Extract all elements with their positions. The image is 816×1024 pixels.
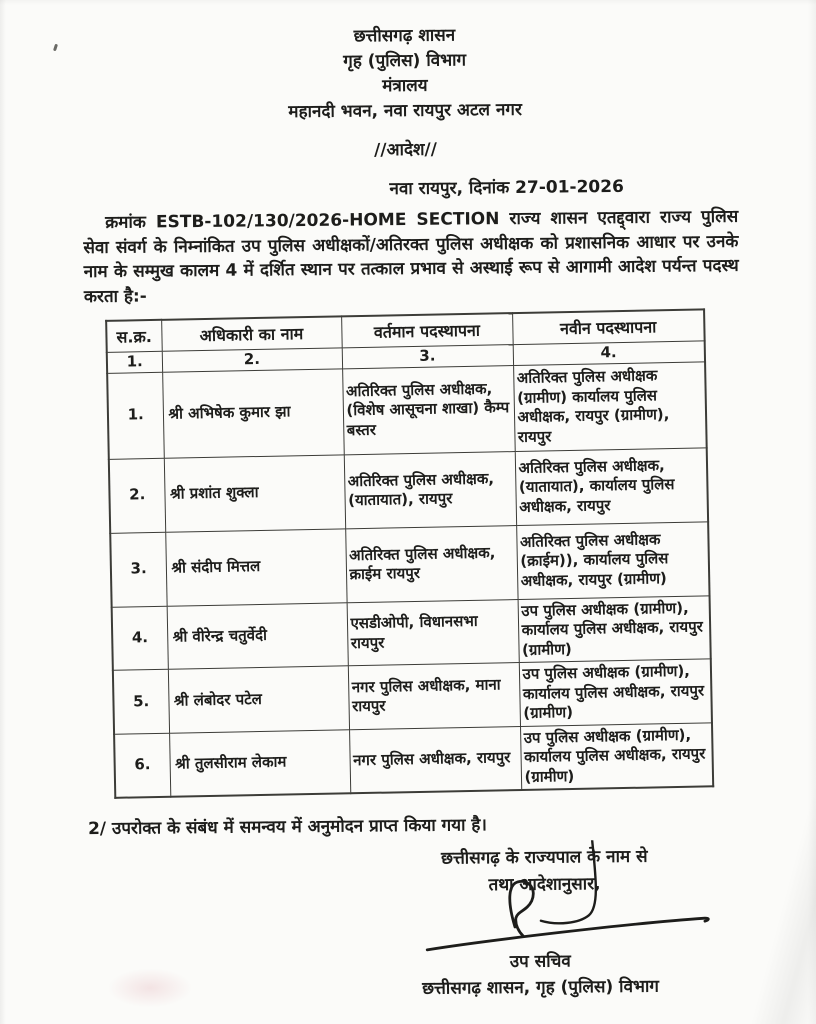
- cell-current-posting: अतिरिक्त पुलिस अधीक्षक, क्राईम रायपुर: [345, 525, 517, 602]
- signatory-block: [375, 947, 705, 1002]
- signature-area: [4, 838, 816, 1024]
- document-header: [0, 20, 813, 128]
- government-name: छत्तीसगढ़ शासन: [353, 25, 456, 47]
- col-header-current-posting: वर्तमान पदस्थापना: [341, 313, 513, 348]
- table-row: [107, 361, 707, 458]
- cell-current-posting: एसडीओपी, विधानसभा रायपुर: [347, 599, 519, 666]
- cell-current-posting: अतिरिक्त पुलिस अधीक्षक, (विशेष आसूचना शाखा) कैम्प बस्तर: [342, 365, 515, 454]
- cell-current-posting: नगर पुलिस अधीक्षक, माना रायपुर: [348, 663, 520, 730]
- cell-officer-name: श्री वीरेन्द्र चतुर्वेदी: [167, 602, 348, 669]
- table-row: [109, 447, 708, 532]
- cell-new-posting: उप पुलिस अधीक्षक (ग्रामीण), कार्यालय पुलिस अधीक्षक, रायपुर (ग्रामीण): [519, 659, 712, 726]
- department-name: गृह (पुलिस) विभाग: [343, 50, 467, 72]
- cell-sno: 6.: [114, 733, 170, 798]
- signatory-department: छत्तीसगढ़ शासन, गृह (पुलिस) विभाग: [422, 976, 660, 999]
- place-date-line: नवा रायपुर, दिनांक 27-01-2026: [389, 176, 624, 200]
- cell-officer-name: श्री लंबोदर पटेल: [168, 666, 349, 733]
- cell-sno: 5.: [113, 669, 169, 734]
- cell-sno: 4.: [112, 606, 168, 671]
- cell-sno: 3.: [110, 532, 166, 607]
- transfer-table: [105, 308, 714, 798]
- table-row: [113, 659, 712, 734]
- cell-new-posting: अतिरिक्त पुलिस अधीक्षक (ग्रामीण) कार्यालय पुलिस अधीक्षक, रायपुर (ग्रामीण), रायपुर: [513, 361, 707, 451]
- cell-new-posting: अतिरिक्त पुलिस अधीक्षक, (यातायात), कार्यालय पुलिस अधीक्षक, रायपुर: [515, 447, 708, 525]
- col-number-2: 2.: [162, 348, 342, 372]
- address-line: महानदी भवन, नवा रायपुर अटल नगर: [288, 99, 522, 123]
- cell-current-posting: नगर पुलिस अधीक्षक, रायपुर: [349, 726, 521, 793]
- cell-officer-name: श्री तुलसीराम लेकाम: [169, 729, 350, 796]
- cell-new-posting: उप पुलिस अधीक्षक (ग्रामीण), कार्यालय पुलिस अधीक्षक, रायपुर (ग्रामीण): [520, 722, 713, 790]
- col-number-3: 3.: [342, 345, 513, 369]
- order-title: //आदेश//: [374, 139, 438, 161]
- table-row: [114, 722, 713, 797]
- ministry-name: मंत्रालय: [382, 75, 428, 97]
- cell-officer-name: श्री प्रशांत शुक्ला: [164, 454, 345, 531]
- cell-new-posting: अतिरिक्त पुलिस अधीक्षक (क्राईम)), कार्यालय पुलिस अधीक्षक, रायपुर (ग्रामीण): [516, 521, 709, 599]
- col-header-sno: स.क्र.: [106, 320, 162, 353]
- cell-current-posting: अतिरिक्त पुलिस अधीक्षक, (यातायात), रायपुर: [344, 451, 516, 528]
- cell-officer-name: श्री अभिषेक कुमार झा: [162, 368, 344, 457]
- col-header-officer-name: अधिकारी का नाम: [161, 316, 342, 351]
- table-row: [112, 595, 711, 670]
- approval-clause: 2/ उपरोक्त के संबंध में समन्वय में अनुमोदन प्राप्त किया गया है।: [87, 815, 487, 840]
- cell-sno: 1.: [107, 372, 164, 459]
- cell-sno: 2.: [109, 458, 165, 533]
- table-row: [110, 521, 709, 606]
- cell-new-posting: उप पुलिस अधीक्षक (ग्रामीण), कार्यालय पुलिस अधीक्षक, रायपुर (ग्रामीण): [518, 595, 711, 662]
- col-number-4: 4.: [513, 341, 705, 365]
- cell-officer-name: श्री संदीप मित्तल: [165, 528, 346, 605]
- by-order-line-2: तथा आदेशानुसार,: [488, 874, 601, 896]
- by-order-line-1: छत्तीसगढ़ के राज्यपाल के नाम से: [441, 846, 648, 869]
- signatory-designation: उप सचिव: [509, 951, 571, 973]
- col-header-new-posting: नवीन पदस्थापना: [512, 309, 705, 344]
- order-paragraph: क्रमांक ESTB-102/130/2026-HOME SECTION राज्य शासन एतद्द्वारा राज्य पुलिस सेवा संवर्ग के निम्नांकित उप पुलिस अधीक्षकों/अतिरक्त पुलिस अधीक्षक को प्रशासनिक आधार पर उनके नाम के सम्मुख कालम 4 में दर्शित स्थान पर तत्काल प्रभाव से अस्थाई रूप से आगामी आदेश पर्यन्त पदस्थ करता है:-: [83, 206, 739, 307]
- col-number-1: 1.: [107, 351, 162, 373]
